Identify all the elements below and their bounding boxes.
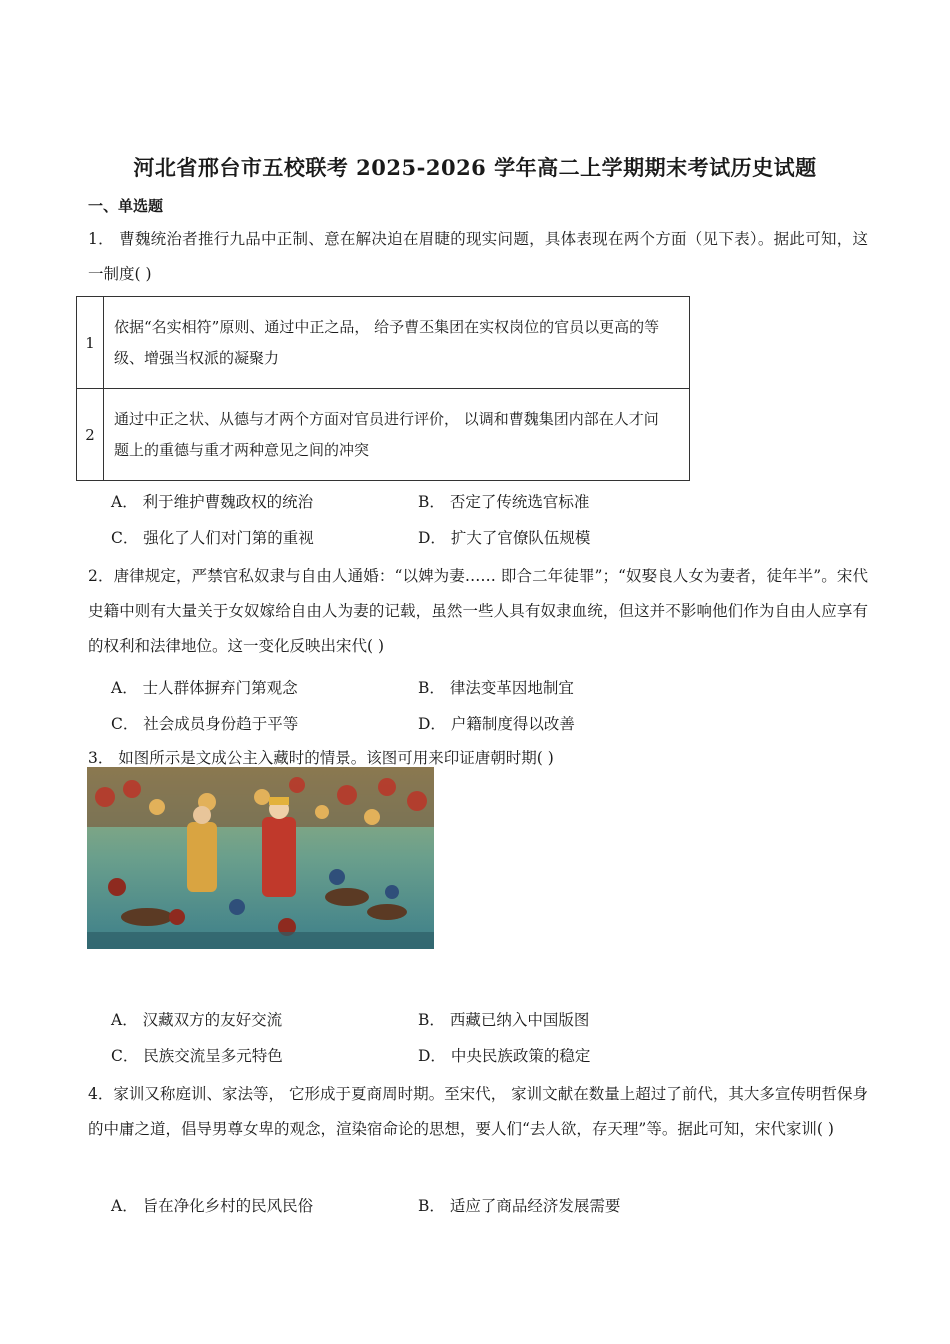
question-1-option-d[interactable]: D． 扩大了官僚队伍规模 xyxy=(418,529,591,547)
question-4-stem: 4．家训又称庭训、家法等， 它形成于夏商周时期。至宋代， 家训文献在数量上超过了前代，其大多宣传明哲保身的中庸之道，倡导男尊女卑的观念，渲染宿命论的思想，要人们“去人欲，存天理”等。据此可知，宋代家训( ) xyxy=(88,1085,868,1138)
question-1-stem: 1． 曹魏统治者推行九品中正制、意在解决迫在眉睫的现实问题，具体表现在两个方面（见下表）。据此可知，这一制度( ) xyxy=(88,230,868,283)
question-3-option-d[interactable]: D． 中央民族政策的稳定 xyxy=(418,1047,591,1065)
page-title: 河北省邢台市五校联考 2025-2026 学年高二上学期期末考试历史试题 xyxy=(133,155,817,180)
table-row-number: 2 xyxy=(77,389,104,481)
question-2-option-d[interactable]: D． 户籍制度得以改善 xyxy=(418,715,575,733)
question-2-stem: 2．唐律规定，严禁官私奴隶与自由人通婚：“以婢为妻…… 即合二年徒罪”；“奴娶良人女为妻者，徒年半”。宋代史籍中则有大量关于女奴嫁给自由人为妻的记载，虽然一些人具有奴隶血统，但这并不影响他们作为自由人应享有的权利和法律地位。这一变化反映出宋代( ) xyxy=(88,567,868,655)
question-2-option-b[interactable]: B． 律法变革因地制宜 xyxy=(418,679,574,697)
question-4-option-b[interactable]: B． 适应了商品经济发展需要 xyxy=(418,1197,621,1215)
question-2-option-a[interactable]: A． 士人群体摒弃门第观念 xyxy=(111,679,298,697)
table-row xyxy=(77,297,690,389)
table-row-text: 依据“名实相符”原则、通过中正之品， 给予曹丕集团在实权岗位的官员以更高的等级、增强当权派的凝聚力 xyxy=(104,297,690,389)
question-1-table xyxy=(76,296,690,481)
question-3-option-b[interactable]: B． 西藏已纳入中国版图 xyxy=(418,1011,590,1029)
question-1-option-a[interactable]: A． 利于维护曹魏政权的统治 xyxy=(111,493,314,511)
question-3-stem: 3． 如图所示是文成公主入藏时的情景。该图可用来印证唐朝时期( ) xyxy=(88,749,554,767)
question-3-option-c[interactable]: C． 民族交流呈多元特色 xyxy=(111,1047,283,1065)
princess-wencheng-painting xyxy=(87,767,434,949)
table-row xyxy=(77,389,690,481)
question-1-option-c[interactable]: C． 强化了人们对门第的重视 xyxy=(111,529,314,547)
question-3-option-a[interactable]: A． 汉藏双方的友好交流 xyxy=(111,1011,283,1029)
question-1-option-b[interactable]: B． 否定了传统选官标准 xyxy=(418,493,590,511)
section-heading: 一、单选题 xyxy=(88,197,164,215)
question-4-option-a[interactable]: A． 旨在净化乡村的民风民俗 xyxy=(111,1197,314,1215)
question-2-option-c[interactable]: C． 社会成员身份趋于平等 xyxy=(111,715,299,733)
table-row-number: 1 xyxy=(77,297,104,389)
table-row-text: 通过中正之状、从德与才两个方面对官员进行评价， 以调和曹魏集团内部在人才问题上的重德与重才两种意见之间的冲突 xyxy=(104,389,690,481)
